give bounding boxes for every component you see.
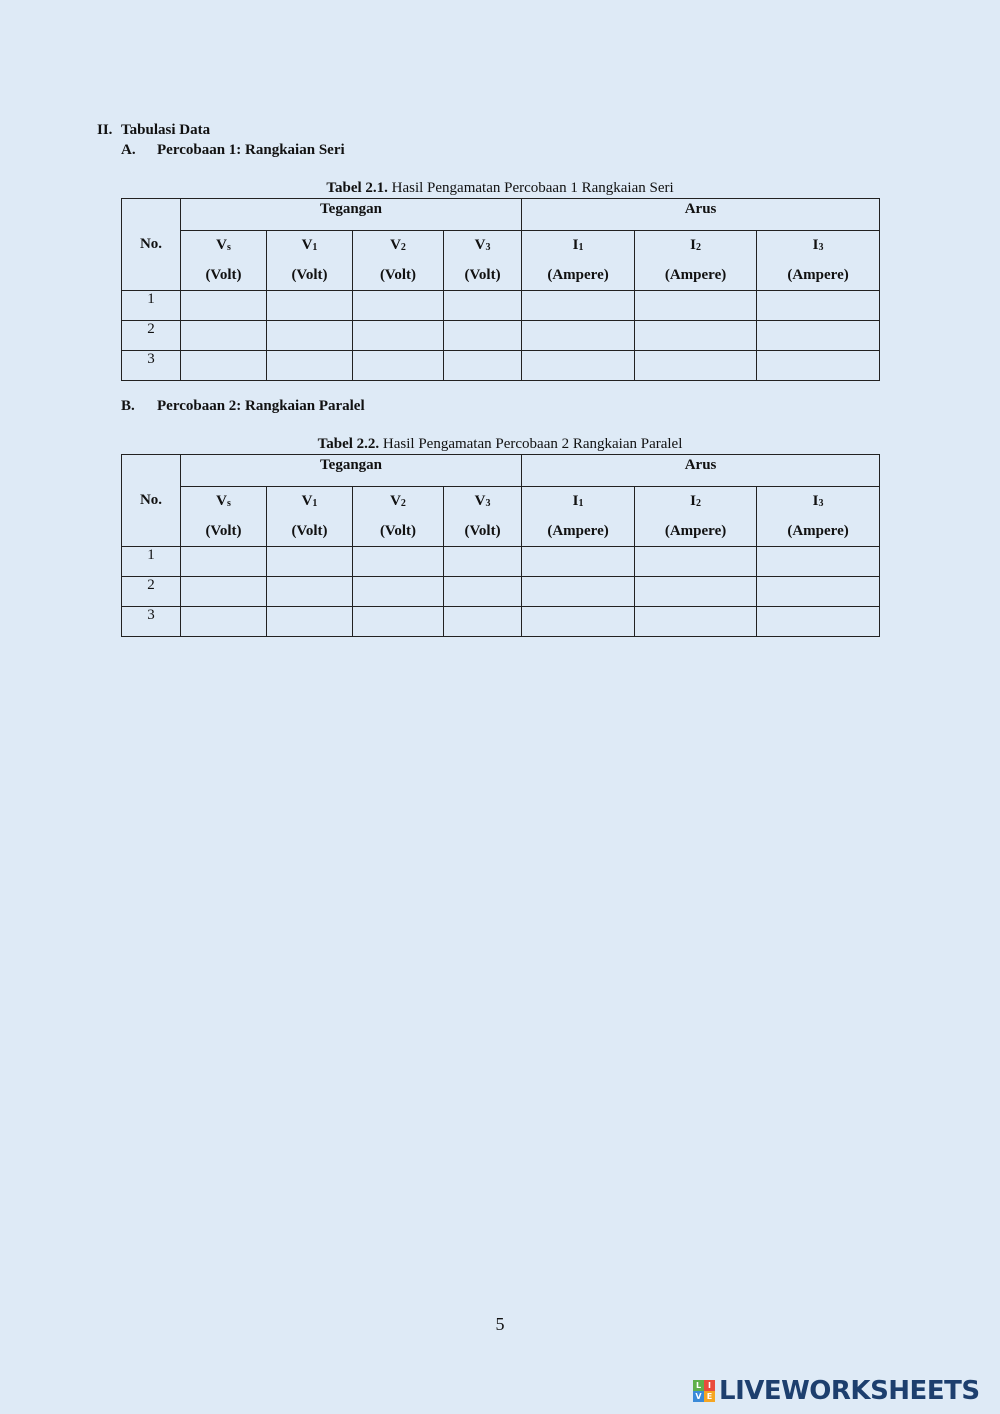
liveworksheets-logo[interactable] [693,1376,980,1406]
empty-entry-cell[interactable] [757,291,880,321]
col-unit: (Ampere) [664,267,727,283]
empty-entry-cell[interactable] [635,291,757,321]
empty-entry-cell[interactable] [757,607,880,637]
empty-entry-cell[interactable] [353,547,444,577]
empty-entry-cell[interactable] [353,351,444,381]
col-header-vs [181,231,267,291]
col-subscript: 1 [578,498,584,509]
col-symbol: V [216,493,227,509]
empty-entry-cell[interactable] [444,547,522,577]
col-subscript: 2 [400,498,406,509]
col-header-i3 [757,231,880,291]
empty-entry-cell[interactable] [353,291,444,321]
col-header-v1 [267,487,353,547]
section-heading [97,122,210,139]
empty-entry-cell[interactable] [522,321,635,351]
row-number: 3 [122,607,181,637]
col-no-header: No. [122,199,181,291]
col-unit: (Volt) [205,267,242,283]
col-header-i1 [522,231,635,291]
table-row [122,607,880,637]
col-unit: (Volt) [291,523,328,539]
empty-entry-cell[interactable] [267,321,353,351]
empty-entry-cell[interactable] [353,607,444,637]
table-row [122,351,880,381]
table-1-caption-text: Hasil Pengamatan Percobaan 1 Rangkaian Seri [387,180,674,196]
group-current-header: Arus [522,455,880,487]
row-number: 1 [122,291,181,321]
empty-entry-cell[interactable] [444,321,522,351]
col-subscript: 3 [485,498,491,509]
col-symbol: I [812,237,819,253]
experiment-1-title: Percobaan 1: Rangkaian Seri [157,142,345,158]
col-unit: (Volt) [379,523,417,539]
empty-entry-cell[interactable] [757,321,880,351]
col-header-v3 [444,231,522,291]
section-number: II. [97,122,113,138]
col-subscript: 2 [695,242,701,253]
col-symbol: I [572,493,579,509]
empty-entry-cell[interactable] [635,321,757,351]
col-no-header: No. [122,455,181,547]
table-row [122,547,880,577]
col-subscript: 2 [695,498,701,509]
section-title: Tabulasi Data [121,122,211,138]
col-symbol: I [812,493,819,509]
empty-entry-cell[interactable] [635,577,757,607]
col-subscript: 1 [578,242,584,253]
empty-entry-cell[interactable] [267,351,353,381]
col-unit: (Ampere) [547,523,609,539]
empty-entry-cell[interactable] [522,291,635,321]
col-symbol: V [301,237,313,253]
group-voltage-header: Tegangan [181,199,522,231]
col-unit: (Ampere) [787,523,849,539]
col-header-vs [181,487,267,547]
row-number: 1 [122,547,181,577]
empty-entry-cell[interactable] [522,607,635,637]
experiment-1-heading [121,142,345,159]
empty-entry-cell[interactable] [635,351,757,381]
logo-letter-v: V [693,1391,704,1402]
empty-entry-cell[interactable] [181,351,267,381]
col-unit: (Ampere) [547,267,609,283]
empty-entry-cell[interactable] [181,547,267,577]
empty-entry-cell[interactable] [353,321,444,351]
col-symbol: V [390,493,401,509]
experiment-1-letter: A. [121,142,136,158]
table-2-caption [121,436,879,453]
empty-entry-cell[interactable] [181,607,267,637]
empty-entry-cell[interactable] [353,577,444,607]
col-symbol: V [474,237,486,253]
col-unit: (Ampere) [664,523,727,539]
col-header-i2 [635,487,757,547]
col-symbol: I [690,237,696,253]
row-number: 2 [122,321,181,351]
col-unit: (Volt) [464,523,501,539]
empty-entry-cell[interactable] [267,577,353,607]
table-1-caption [121,180,879,197]
col-symbol: I [572,237,579,253]
empty-entry-cell[interactable] [635,607,757,637]
experiment-2-heading [121,398,365,415]
empty-entry-cell[interactable] [522,577,635,607]
empty-entry-cell[interactable] [757,351,880,381]
col-subscript: s [226,498,231,509]
logo-letter-e: E [704,1391,715,1402]
col-header-v2 [353,487,444,547]
table-parallel-results [121,454,880,637]
col-header-i1 [522,487,635,547]
empty-entry-cell[interactable] [181,321,267,351]
empty-entry-cell[interactable] [522,351,635,381]
empty-entry-cell[interactable] [444,351,522,381]
col-subscript: 3 [818,498,824,509]
logo-letter-l: L [693,1380,704,1391]
empty-entry-cell[interactable] [267,607,353,637]
table-2-caption-label: Tabel 2.2. [317,436,380,452]
empty-entry-cell[interactable] [757,577,880,607]
col-subscript: 1 [312,498,318,509]
empty-entry-cell[interactable] [522,547,635,577]
empty-entry-cell[interactable] [181,577,267,607]
empty-entry-cell[interactable] [267,547,353,577]
empty-entry-cell[interactable] [757,547,880,577]
empty-entry-cell[interactable] [267,291,353,321]
brand-name: LIVEWORKSHEETS [719,1376,980,1406]
col-header-i3 [757,487,880,547]
page-number: 5 [495,1314,505,1334]
col-symbol: V [474,493,486,509]
group-voltage-header: Tegangan [181,455,522,487]
col-subscript: 1 [312,242,318,253]
col-unit: (Volt) [464,267,501,283]
col-unit: (Ampere) [787,267,849,283]
table-2-caption-text: Hasil Pengamatan Percobaan 2 Rangkaian Paralel [379,436,683,452]
empty-entry-cell[interactable] [444,607,522,637]
logo-letter-i: I [704,1380,715,1391]
col-subscript: 3 [485,242,491,253]
row-number: 2 [122,577,181,607]
table-row [122,291,880,321]
row-number: 3 [122,351,181,381]
table-1-caption-label: Tabel 2.1. [326,180,388,196]
col-header-i2 [635,231,757,291]
empty-entry-cell[interactable] [444,291,522,321]
table-row [122,577,880,607]
experiment-2-title: Percobaan 2: Rangkaian Paralel [157,398,365,414]
col-symbol: I [690,493,696,509]
col-symbol: V [390,237,401,253]
col-subscript: 3 [818,242,824,253]
brand-logo-icon [693,1380,715,1402]
empty-entry-cell[interactable] [181,291,267,321]
empty-entry-cell[interactable] [635,547,757,577]
col-unit: (Volt) [291,267,328,283]
col-subscript: s [226,242,231,253]
experiment-2-letter: B. [121,398,135,414]
col-header-v3 [444,487,522,547]
col-symbol: V [301,493,313,509]
col-header-v1 [267,231,353,291]
group-current-header: Arus [522,199,880,231]
col-unit: (Volt) [379,267,417,283]
col-unit: (Volt) [205,523,242,539]
table-series-results [121,198,880,381]
col-subscript: 2 [400,242,406,253]
empty-entry-cell[interactable] [444,577,522,607]
col-header-v2 [353,231,444,291]
table-row [122,321,880,351]
col-symbol: V [216,237,227,253]
